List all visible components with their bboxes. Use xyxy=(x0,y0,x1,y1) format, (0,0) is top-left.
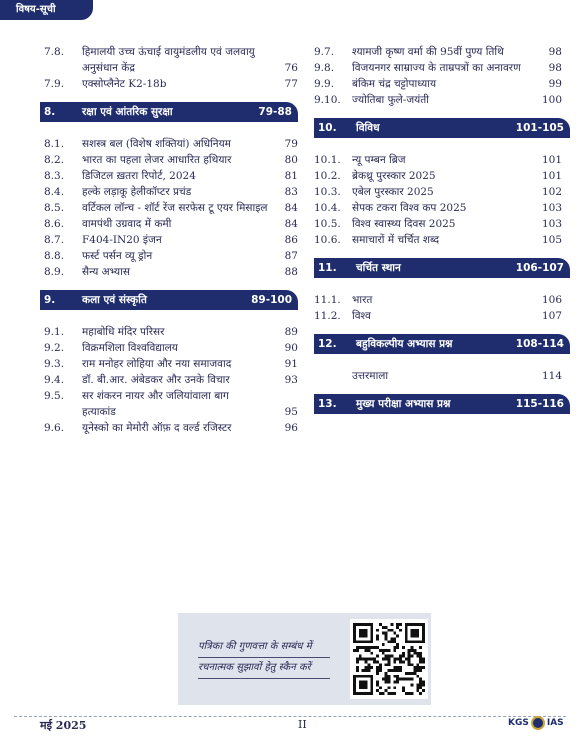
section-number: 8. xyxy=(44,106,56,118)
toc-entry-title: वर्टिकल लॉन्च - शॉर्ट रेंज सरफेस टू एयर मिसाइल xyxy=(82,202,268,214)
toc-entry-number: 9.8. xyxy=(314,62,335,74)
feedback-qr-panel xyxy=(178,613,431,705)
section-title: बहुविकल्पीय अभ्यास प्रश्न xyxy=(356,338,453,350)
toc-entry-page: 107 xyxy=(541,310,562,322)
toc-entry-title: ब्रेकथ्रू पुरस्कार 2025 xyxy=(352,170,436,182)
toc-entry[interactable] xyxy=(44,200,298,216)
section-page-range: 115-116 xyxy=(515,398,564,410)
section-title: मुख्य परीक्षा अभ्यास प्रश्न xyxy=(356,398,451,410)
section-header-8[interactable] xyxy=(40,102,298,122)
toc-entry-page: 86 xyxy=(284,234,298,246)
toc-entry[interactable] xyxy=(44,44,298,60)
toc-entry-title: एक्सोप्लैनेट K2-18b xyxy=(82,78,167,90)
toc-entry-title: सेपक टकरा विश्व कप 2025 xyxy=(352,202,467,214)
toc-entry-title: डिजिटल ख़तरा रिपोर्ट, 2024 xyxy=(82,170,196,182)
toc-entry-title: भारत का पहला लेजर आधारित हथियार xyxy=(82,154,232,166)
toc-entry[interactable] xyxy=(44,152,298,168)
toc-entry-title: उत्तरमाला xyxy=(352,370,389,382)
section-header-10[interactable] xyxy=(314,118,570,138)
toc-entry-number xyxy=(44,60,82,76)
toc-entry-page: 84 xyxy=(284,218,298,230)
toc-entry-number: 8.6. xyxy=(44,218,65,230)
toc-entry-page xyxy=(268,44,298,60)
toc-entry-number: 8.2. xyxy=(44,154,65,166)
toc-entry[interactable] xyxy=(314,76,562,92)
toc-entry[interactable] xyxy=(44,232,298,248)
toc-entry-title: विश्व स्वास्थ्य दिवस 2025 xyxy=(352,218,456,230)
toc-entry-number: 10.6. xyxy=(314,234,341,246)
section-header-9[interactable] xyxy=(40,290,298,310)
section-page-range: 101-105 xyxy=(515,122,564,134)
section-header-12[interactable] xyxy=(314,334,570,354)
toc-entry[interactable] xyxy=(314,292,562,308)
feedback-text xyxy=(198,637,330,679)
section-number: 11. xyxy=(318,262,337,274)
toc-entry-number: 8.5. xyxy=(44,202,65,214)
toc-entry-number: 9.1. xyxy=(44,326,65,338)
toc-entry-number: 9.3. xyxy=(44,358,65,370)
section-number: 12. xyxy=(318,338,337,350)
section-number: 9. xyxy=(44,294,56,306)
toc-entry-number: 8.3. xyxy=(44,170,65,182)
toc-entry-number: 9.4. xyxy=(44,374,65,386)
toc-entry[interactable] xyxy=(314,152,562,168)
toc-entry-page: 98 xyxy=(548,62,562,74)
toc-entry-number: 8.9. xyxy=(44,266,65,278)
toc-entry-title: बंकिम चंद्र चट्टोपाध्याय xyxy=(352,78,437,90)
toc-entry-title: राम मनोहर लोहिया और नया समाजवाद xyxy=(82,358,232,370)
toc-entry-page: 114 xyxy=(541,370,562,382)
toc-entry-number xyxy=(44,404,82,420)
section-number: 13. xyxy=(318,398,337,410)
toc-entry-number: 7.8. xyxy=(44,46,65,58)
toc-entry[interactable] xyxy=(44,388,298,404)
toc-entry[interactable] xyxy=(44,404,298,420)
toc-entry-page: 80 xyxy=(284,154,298,166)
toc-entry[interactable] xyxy=(314,60,562,76)
toc-entry-number: 7.9. xyxy=(44,78,65,90)
footer-date: मई 2025 xyxy=(40,719,87,732)
toc-entry[interactable] xyxy=(44,168,298,184)
toc-entry-page: 81 xyxy=(284,170,298,182)
toc-right-column xyxy=(314,44,562,428)
logo-text-left: KGS xyxy=(508,718,529,728)
toc-entry-number: 11.2. xyxy=(314,310,341,322)
feedback-line-1: पत्रिका की गुणवत्ता के सम्बंध में xyxy=(198,637,330,658)
toc-entry[interactable] xyxy=(44,184,298,200)
qr-code-icon[interactable] xyxy=(350,619,428,699)
toc-entry[interactable] xyxy=(314,200,562,216)
toc-entry[interactable] xyxy=(314,184,562,200)
publisher-logo xyxy=(508,716,564,730)
toc-entry-page: 96 xyxy=(284,422,298,434)
toc-entry-title: वामपंथी उग्रवाद में कमी xyxy=(82,218,172,230)
toc-entry-title: हल्के लड़ाकू हेलीकॉप्टर प्रचंड xyxy=(82,186,192,198)
toc-entry-number: 9.7. xyxy=(314,46,335,58)
toc-entry-title: F404-IN20 इंजन xyxy=(82,234,162,246)
toc-entry-page: 98 xyxy=(548,46,562,58)
toc-entry-number: 10.5. xyxy=(314,218,341,230)
toc-entry-page xyxy=(268,388,298,404)
toc-entry-title: विश्व xyxy=(352,310,371,322)
toc-entry-page: 106 xyxy=(541,294,562,306)
toc-entry-title: विक्रमशिला विश्वविद्यालय xyxy=(82,342,178,354)
toc-entry-title: फर्स्ट पर्सन व्यू ड्रोन xyxy=(82,250,153,262)
toc-entry-number: 10.2. xyxy=(314,170,341,182)
section-page-range: 108-114 xyxy=(515,338,564,350)
toc-entry-number: 9.5. xyxy=(44,390,65,402)
toc-entry-title: सशस्त्र बल (विशेष शक्तियां) अधिनियम xyxy=(82,138,231,150)
toc-entry[interactable] xyxy=(44,216,298,232)
toc-entry-page: 84 xyxy=(284,202,298,214)
toc-entry-page: 103 xyxy=(541,202,562,214)
toc-entry[interactable] xyxy=(314,168,562,184)
toc-list xyxy=(314,292,562,324)
toc-entry[interactable] xyxy=(44,264,298,280)
toc-entry-title: भारत xyxy=(352,294,373,306)
toc-entry[interactable] xyxy=(44,356,298,372)
toc-entry-page: 99 xyxy=(548,78,562,90)
toc-entry-number: 9.2. xyxy=(44,342,65,354)
toc-entry[interactable] xyxy=(44,340,298,356)
toc-entry[interactable] xyxy=(314,232,562,248)
toc-list xyxy=(314,368,562,384)
toc-entry-title: हिमालयी उच्च ऊंचाई वायुमंडलीय एवं जलवायु xyxy=(82,46,255,58)
toc-entry-page: 88 xyxy=(284,266,298,278)
toc-entry[interactable] xyxy=(44,76,298,92)
toc-entry-title: सर शंकरन नायर और जलियांवाला बाग xyxy=(82,390,229,402)
toc-entry-number: 10.4. xyxy=(314,202,341,214)
toc-entry-title: विजयनगर साम्राज्य के ताम्रपत्रों का अनावरण xyxy=(352,62,521,74)
toc-entry-title: श्यामजी कृष्ण वर्मा की 95वीं पुण्य तिथि xyxy=(352,46,504,58)
toc-entry-title: अनुसंधान केंद्र xyxy=(82,62,135,74)
toc-entry-page: 93 xyxy=(284,374,298,386)
toc-entry-page: 79 xyxy=(284,138,298,150)
toc-entry-page: 90 xyxy=(284,342,298,354)
toc-entry-number xyxy=(314,368,352,384)
toc-entry[interactable] xyxy=(44,136,298,152)
toc-entry[interactable] xyxy=(314,92,562,108)
toc-list xyxy=(44,136,298,280)
footer-divider xyxy=(14,716,566,717)
toc-entry[interactable] xyxy=(314,216,562,232)
toc-entry[interactable] xyxy=(314,368,562,384)
toc-entry-page: 89 xyxy=(284,326,298,338)
toc-entry-number: 8.4. xyxy=(44,186,65,198)
toc-entry-number: 8.1. xyxy=(44,138,65,150)
section-page-range: 79-88 xyxy=(258,106,292,118)
toc-entry[interactable] xyxy=(44,60,298,76)
toc-entry-number: 11.1. xyxy=(314,294,341,306)
toc-entry-title: हत्याकांड xyxy=(82,406,116,418)
toc-entry-number: 10.1. xyxy=(314,154,341,166)
toc-entry-page: 102 xyxy=(541,186,562,198)
qr-code-graphic xyxy=(353,622,425,696)
toc-entry-number: 9.9. xyxy=(314,78,335,90)
toc-entry-number: 8.7. xyxy=(44,234,65,246)
toc-entry[interactable] xyxy=(44,248,298,264)
toc-list xyxy=(44,44,298,92)
toc-entry-title: महाबोधि मंदिर परिसर xyxy=(82,326,165,338)
toc-entry[interactable] xyxy=(314,44,562,60)
section-page-range: 106-107 xyxy=(515,262,564,274)
toc-entry-page: 103 xyxy=(541,218,562,230)
toc-entry[interactable] xyxy=(44,324,298,340)
toc-entry-number: 9.6. xyxy=(44,422,65,434)
logo-emblem-icon xyxy=(531,716,545,730)
section-title: कला एवं संस्कृति xyxy=(82,294,147,306)
section-page-range: 89-100 xyxy=(251,294,292,306)
toc-entry-page: 76 xyxy=(284,62,298,74)
toc-entry-page: 101 xyxy=(541,170,562,182)
toc-entry-title: समाचारों में चर्चित शब्द xyxy=(352,234,440,246)
section-tab: विषय-सूची xyxy=(0,0,93,20)
feedback-line-2: रचनात्मक सुझावों हेतु स्कैन करें xyxy=(198,658,330,679)
toc-list xyxy=(314,152,562,248)
logo-text-right: IAS xyxy=(546,718,564,728)
toc-left-column xyxy=(44,44,298,436)
toc-entry-number: 8.8. xyxy=(44,250,65,262)
toc-entry-page: 87 xyxy=(284,250,298,262)
toc-entry-number: 9.10. xyxy=(314,94,341,106)
toc-entry[interactable] xyxy=(314,308,562,324)
toc-entry[interactable] xyxy=(44,372,298,388)
toc-entry-page: 77 xyxy=(284,78,298,90)
section-title: रक्षा एवं आंतरिक सुरक्षा xyxy=(82,106,173,118)
toc-entry-page: 101 xyxy=(541,154,562,166)
section-header-11[interactable] xyxy=(314,258,570,278)
toc-entry[interactable] xyxy=(44,420,298,436)
section-number: 10. xyxy=(318,122,337,134)
toc-list xyxy=(44,324,298,436)
toc-list xyxy=(314,44,562,108)
section-title: चर्चित स्थान xyxy=(356,262,401,274)
toc-entry-page: 100 xyxy=(541,94,562,106)
section-header-13[interactable] xyxy=(314,394,570,414)
toc-entry-title: एबेल पुरस्कार 2025 xyxy=(352,186,434,198)
toc-entry-page: 105 xyxy=(541,234,562,246)
footer-page-number: II xyxy=(298,718,307,731)
section-title: विविध xyxy=(356,122,380,134)
toc-entry-page: 91 xyxy=(284,358,298,370)
toc-entry-page: 95 xyxy=(284,406,298,418)
toc-entry-page: 83 xyxy=(284,186,298,198)
toc-entry-title: सैन्य अभ्यास xyxy=(82,266,130,278)
toc-entry-title: डॉ. बी.आर. अंबेडकर और उनके विचार xyxy=(82,374,230,386)
toc-entry-title: यूनेस्को का मेमोरी ऑफ़ द वर्ल्ड रजिस्टर xyxy=(82,422,232,434)
toc-entry-title: ज्योतिबा फुले-जयंती xyxy=(352,94,429,106)
toc-entry-number: 10.3. xyxy=(314,186,341,198)
toc-entry-title: न्यू पम्बन ब्रिज xyxy=(352,154,406,166)
